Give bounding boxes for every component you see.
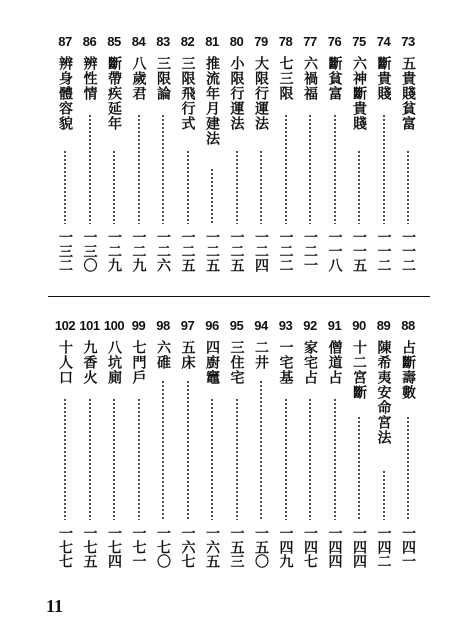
toc-entry xyxy=(249,318,273,580)
leader-dots xyxy=(260,380,262,520)
entry-number: 88 xyxy=(401,318,415,333)
leader-dots xyxy=(358,150,360,224)
leader-dots xyxy=(187,150,189,224)
entry-title: 六碓 xyxy=(155,340,171,370)
entry-title: 三限論 xyxy=(155,56,171,101)
entry-title: 六神斷貴賤 xyxy=(351,56,367,131)
entry-page: 一二二 xyxy=(277,230,294,272)
entry-page: 一六七 xyxy=(179,526,196,568)
entry-number: 78 xyxy=(278,34,293,49)
entry-page: 一七四 xyxy=(106,526,122,568)
entry-number: 96 xyxy=(205,318,219,333)
entry-title: 六禍福 xyxy=(302,56,318,101)
entry-page: 一七一 xyxy=(130,526,147,568)
toc-entry xyxy=(323,34,347,284)
page-number: 11 xyxy=(46,596,64,616)
toc-entry xyxy=(347,318,371,580)
entry-title: 占斷壽數 xyxy=(400,340,416,400)
toc-entry xyxy=(225,34,249,284)
entry-title: 推流年月建法 xyxy=(204,56,220,146)
toc-entry xyxy=(102,34,126,284)
entry-title: 陳希夷安命宮法 xyxy=(375,340,392,445)
entry-title: 五貴賤貧富 xyxy=(400,56,416,131)
entry-number: 100 xyxy=(103,318,125,333)
leader-dots xyxy=(383,114,385,224)
entry-number: 99 xyxy=(131,318,146,333)
entry-title: 八坑廁 xyxy=(106,340,122,385)
entry-number: 90 xyxy=(352,318,366,333)
entry-page: 一二五 xyxy=(228,230,245,272)
entry-page: 一四七 xyxy=(302,526,318,568)
entry-number: 83 xyxy=(156,34,170,49)
entry-title: 八歲君 xyxy=(130,56,147,101)
leader-dots xyxy=(162,114,164,224)
entry-title: 家宅占 xyxy=(302,340,318,385)
entry-number: 76 xyxy=(327,34,342,49)
leader-dots xyxy=(285,114,287,224)
leader-dots xyxy=(236,150,238,224)
entry-page: 一六五 xyxy=(204,526,220,568)
entry-number: 81 xyxy=(205,34,219,49)
leader-dots xyxy=(211,168,213,224)
entry-title: 七三限 xyxy=(277,56,294,101)
toc-entry xyxy=(53,318,77,580)
entry-page: 一四一 xyxy=(400,526,416,568)
toc-entry xyxy=(176,34,200,284)
entry-number: 82 xyxy=(180,34,195,49)
toc-entry xyxy=(396,318,420,580)
entry-page: 一七五 xyxy=(81,526,98,568)
toc-entry xyxy=(53,34,77,284)
entry-number: 80 xyxy=(229,34,244,49)
entry-title: 七門戶 xyxy=(130,340,147,385)
leader-dots xyxy=(383,470,385,520)
entry-page: 一五三 xyxy=(228,526,245,568)
entry-number: 95 xyxy=(229,318,244,333)
entry-title: 一宅基 xyxy=(277,340,294,385)
entry-number: 92 xyxy=(303,318,317,333)
leader-dots xyxy=(236,398,238,520)
toc-entry xyxy=(323,318,347,580)
entry-title: 十人口 xyxy=(57,340,73,385)
toc-entry xyxy=(127,34,151,284)
entry-page: 一二六 xyxy=(155,230,171,272)
entry-title: 十二宮斷 xyxy=(351,340,367,400)
entry-title: 三限飛行式 xyxy=(179,56,196,131)
leader-dots xyxy=(89,114,91,224)
toc-entry xyxy=(78,318,102,580)
leader-dots xyxy=(285,398,287,520)
entry-page: 一三〇 xyxy=(81,230,98,272)
toc-block-bottom xyxy=(0,318,454,580)
leader-dots xyxy=(211,398,213,520)
entry-title: 僧道占 xyxy=(326,340,343,385)
leader-dots xyxy=(260,150,262,224)
toc-entry xyxy=(200,34,224,284)
entry-number: 77 xyxy=(303,34,317,49)
toc-entry xyxy=(225,318,249,580)
entry-title: 四廚竈 xyxy=(204,340,220,385)
toc-entry xyxy=(396,34,420,284)
toc-entry xyxy=(372,318,396,580)
entry-page: 一七〇 xyxy=(155,526,171,568)
entry-number: 85 xyxy=(107,34,121,49)
entry-number: 84 xyxy=(131,34,146,49)
toc-entry xyxy=(151,318,175,580)
leader-dots xyxy=(138,398,140,520)
entry-number: 79 xyxy=(254,34,268,49)
toc-entry xyxy=(274,318,298,580)
entry-page: 一四四 xyxy=(326,526,343,568)
entry-number: 73 xyxy=(401,34,415,49)
entry-number: 87 xyxy=(58,34,72,49)
entry-number: 98 xyxy=(156,318,170,333)
entry-number: 94 xyxy=(254,318,268,333)
entry-number: 75 xyxy=(352,34,366,49)
entry-page: 一二九 xyxy=(106,230,122,272)
entry-page: 一二五 xyxy=(204,230,220,272)
toc-entry xyxy=(102,318,126,580)
entry-page: 一四二 xyxy=(375,526,392,568)
entry-number: 102 xyxy=(54,318,76,333)
toc-entry xyxy=(127,318,151,580)
entry-page: 一一二 xyxy=(375,230,392,272)
entry-page: 一一二 xyxy=(400,230,416,272)
toc-entry xyxy=(151,34,175,284)
entry-number: 93 xyxy=(278,318,293,333)
leader-dots xyxy=(113,398,115,520)
entry-page: 一二五 xyxy=(179,230,196,272)
entry-title: 三住宅 xyxy=(228,340,245,385)
entry-page: 一二四 xyxy=(253,230,269,272)
toc-entry xyxy=(372,34,396,284)
entry-number: 86 xyxy=(82,34,97,49)
entry-title: 五床 xyxy=(179,340,196,370)
toc-entry xyxy=(200,318,224,580)
entry-page: 一二一 xyxy=(302,230,318,272)
leader-dots xyxy=(187,380,189,520)
leader-dots xyxy=(407,150,409,224)
leader-dots xyxy=(64,150,66,224)
entry-page: 一三二 xyxy=(57,230,73,272)
entry-title: 二井 xyxy=(253,340,269,370)
entry-page: 一四四 xyxy=(351,526,367,568)
entry-page: 一五〇 xyxy=(253,526,269,568)
toc-entry xyxy=(347,34,371,284)
entry-title: 斷貴賤 xyxy=(375,56,392,101)
toc-entry xyxy=(274,34,298,284)
entry-number: 101 xyxy=(79,318,100,333)
entry-page: 一四九 xyxy=(277,526,294,568)
toc-entry xyxy=(249,34,273,284)
leader-dots xyxy=(334,114,336,224)
toc-entry xyxy=(298,34,322,284)
entry-page: 一一八 xyxy=(326,230,343,272)
entry-number: 91 xyxy=(327,318,342,333)
leader-dots xyxy=(138,114,140,224)
toc-entry xyxy=(176,318,200,580)
entry-page: 一二九 xyxy=(130,230,147,272)
leader-dots xyxy=(407,416,409,520)
entry-number: 74 xyxy=(376,34,391,49)
leader-dots xyxy=(113,150,115,224)
leader-dots xyxy=(309,114,311,224)
leader-dots xyxy=(358,416,360,520)
leader-dots xyxy=(89,398,91,520)
toc-block-top xyxy=(0,34,454,284)
entry-page: 一七七 xyxy=(57,526,73,568)
entry-number: 97 xyxy=(180,318,195,333)
entry-title: 斷貧富 xyxy=(326,56,343,101)
section-divider xyxy=(48,296,430,297)
entry-page: 一一五 xyxy=(351,230,367,272)
leader-dots xyxy=(162,380,164,520)
leader-dots xyxy=(334,398,336,520)
entry-number: 89 xyxy=(376,318,391,333)
entry-title: 辨性情 xyxy=(81,56,98,101)
entry-title: 大限行運法 xyxy=(253,56,269,131)
entry-title: 斷帶疾延年 xyxy=(106,56,122,131)
leader-dots xyxy=(309,398,311,520)
leader-dots xyxy=(64,398,66,520)
toc-entry xyxy=(78,34,102,284)
entry-title: 辨身體容貌 xyxy=(57,56,73,131)
toc-entry xyxy=(298,318,322,580)
entry-title: 小限行運法 xyxy=(228,56,245,131)
entry-title: 九香火 xyxy=(81,340,98,385)
